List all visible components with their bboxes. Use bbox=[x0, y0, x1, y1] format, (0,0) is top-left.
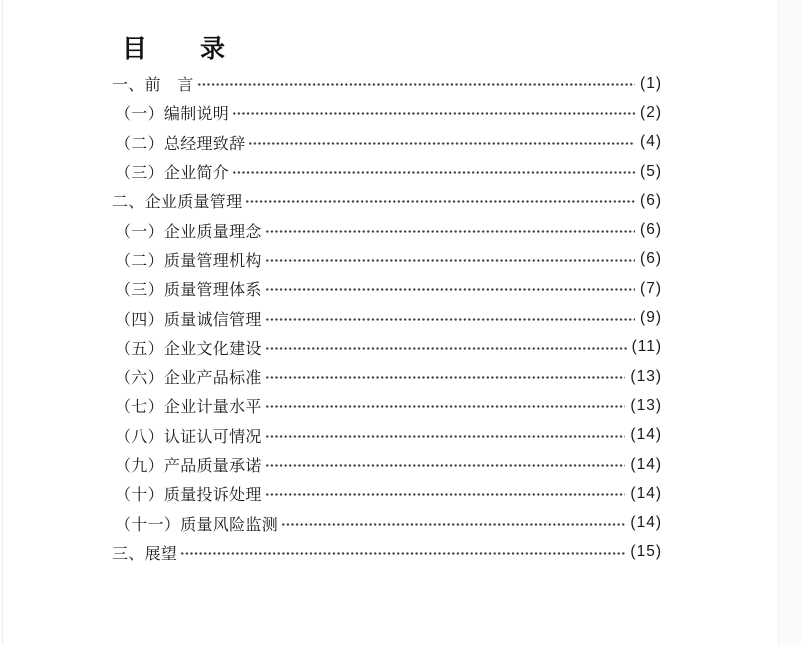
dot-leader bbox=[197, 82, 636, 87]
toc-entry[interactable] bbox=[112, 479, 662, 508]
toc-entry-page-number: (6) bbox=[640, 191, 662, 209]
toc-entry-label: 二、企业质量管理 bbox=[112, 194, 243, 212]
toc-entry-label: （三）质量管理体系 bbox=[115, 282, 262, 300]
toc-entry-label: （八）认证认可情况 bbox=[115, 428, 262, 446]
toc-entry-label: 三、展望 bbox=[112, 545, 178, 563]
toc-entry-label: （十一）质量风险监测 bbox=[115, 516, 279, 534]
dot-leader bbox=[265, 404, 626, 409]
toc-list bbox=[112, 69, 662, 567]
toc-entry[interactable] bbox=[112, 538, 662, 567]
toc-entry[interactable] bbox=[112, 362, 662, 391]
dot-leader bbox=[265, 258, 635, 263]
dot-leader bbox=[265, 492, 626, 497]
toc-entry[interactable] bbox=[112, 157, 662, 186]
toc-entry[interactable] bbox=[112, 215, 662, 244]
toc-entry-label: （五）企业文化建设 bbox=[115, 340, 262, 358]
toc-entry-page-number: (13) bbox=[630, 367, 662, 385]
toc-entry[interactable] bbox=[112, 98, 662, 127]
toc-entry-label: 一、前 言 bbox=[112, 77, 194, 95]
toc-entry-label: （六）企业产品标准 bbox=[115, 370, 262, 388]
toc-entry-page-number: (14) bbox=[630, 484, 662, 502]
toc-entry-page-number: (14) bbox=[630, 455, 662, 473]
dot-leader bbox=[265, 434, 626, 439]
dot-leader bbox=[265, 346, 627, 351]
toc-entry-label: （十）质量投诉处理 bbox=[115, 487, 262, 505]
toc-entry[interactable] bbox=[112, 245, 662, 274]
toc-entry-page-number: (2) bbox=[640, 103, 662, 121]
dot-leader bbox=[265, 317, 635, 322]
toc-entry-page-number: (11) bbox=[631, 338, 662, 356]
toc-entry-page-number: (5) bbox=[640, 162, 662, 180]
toc-title: 目 录 bbox=[122, 35, 227, 63]
toc-entry-label: （一）编制说明 bbox=[115, 106, 230, 124]
toc-entry-page-number: (7) bbox=[640, 279, 662, 297]
dot-leader bbox=[248, 141, 635, 146]
toc-entry[interactable] bbox=[112, 421, 662, 450]
dot-leader bbox=[281, 522, 625, 527]
toc-entry[interactable] bbox=[112, 391, 662, 420]
toc-entry[interactable] bbox=[112, 303, 662, 332]
toc-entry[interactable] bbox=[112, 69, 662, 98]
toc-entry-label: （四）质量诚信管理 bbox=[115, 311, 262, 329]
toc-entry-label: （七）企业计量水平 bbox=[115, 399, 262, 417]
toc-entry-page-number: (14) bbox=[630, 426, 662, 444]
toc-entry-label: （一）企业质量理念 bbox=[115, 223, 262, 241]
toc-entry-page-number: (13) bbox=[630, 396, 662, 414]
dot-leader bbox=[232, 170, 635, 175]
toc-entry-page-number: (9) bbox=[640, 309, 662, 327]
dot-leader bbox=[232, 111, 635, 116]
toc-entry[interactable] bbox=[112, 274, 662, 303]
page-edge-line bbox=[2, 0, 3, 645]
toc-entry-page-number: (6) bbox=[640, 221, 662, 239]
toc-entry-label: （三）企业简介 bbox=[115, 165, 230, 183]
toc-entry[interactable] bbox=[112, 186, 662, 215]
toc-entry-page-number: (15) bbox=[630, 543, 662, 561]
dot-leader bbox=[245, 199, 635, 204]
dot-leader bbox=[265, 287, 635, 292]
dot-leader bbox=[265, 463, 626, 468]
toc-entry-label: （二）总经理致辞 bbox=[115, 135, 246, 153]
dot-leader bbox=[180, 551, 625, 556]
toc-entry[interactable] bbox=[112, 333, 662, 362]
toc-entry-label: （九）产品质量承诺 bbox=[115, 458, 262, 475]
toc-entry-label: （二）质量管理机构 bbox=[115, 252, 262, 270]
dot-leader bbox=[265, 229, 635, 234]
dot-leader bbox=[265, 375, 626, 380]
toc-entry-page-number: (6) bbox=[640, 250, 662, 268]
toc-entry[interactable] bbox=[112, 450, 662, 479]
toc-entry-page-number: (4) bbox=[640, 133, 662, 151]
scrollbar-track[interactable] bbox=[778, 0, 801, 645]
toc-entry-page-number: (14) bbox=[630, 514, 662, 532]
toc-entry[interactable] bbox=[112, 128, 662, 157]
toc-entry[interactable] bbox=[112, 508, 662, 537]
toc-entry-page-number: (1) bbox=[640, 74, 662, 92]
